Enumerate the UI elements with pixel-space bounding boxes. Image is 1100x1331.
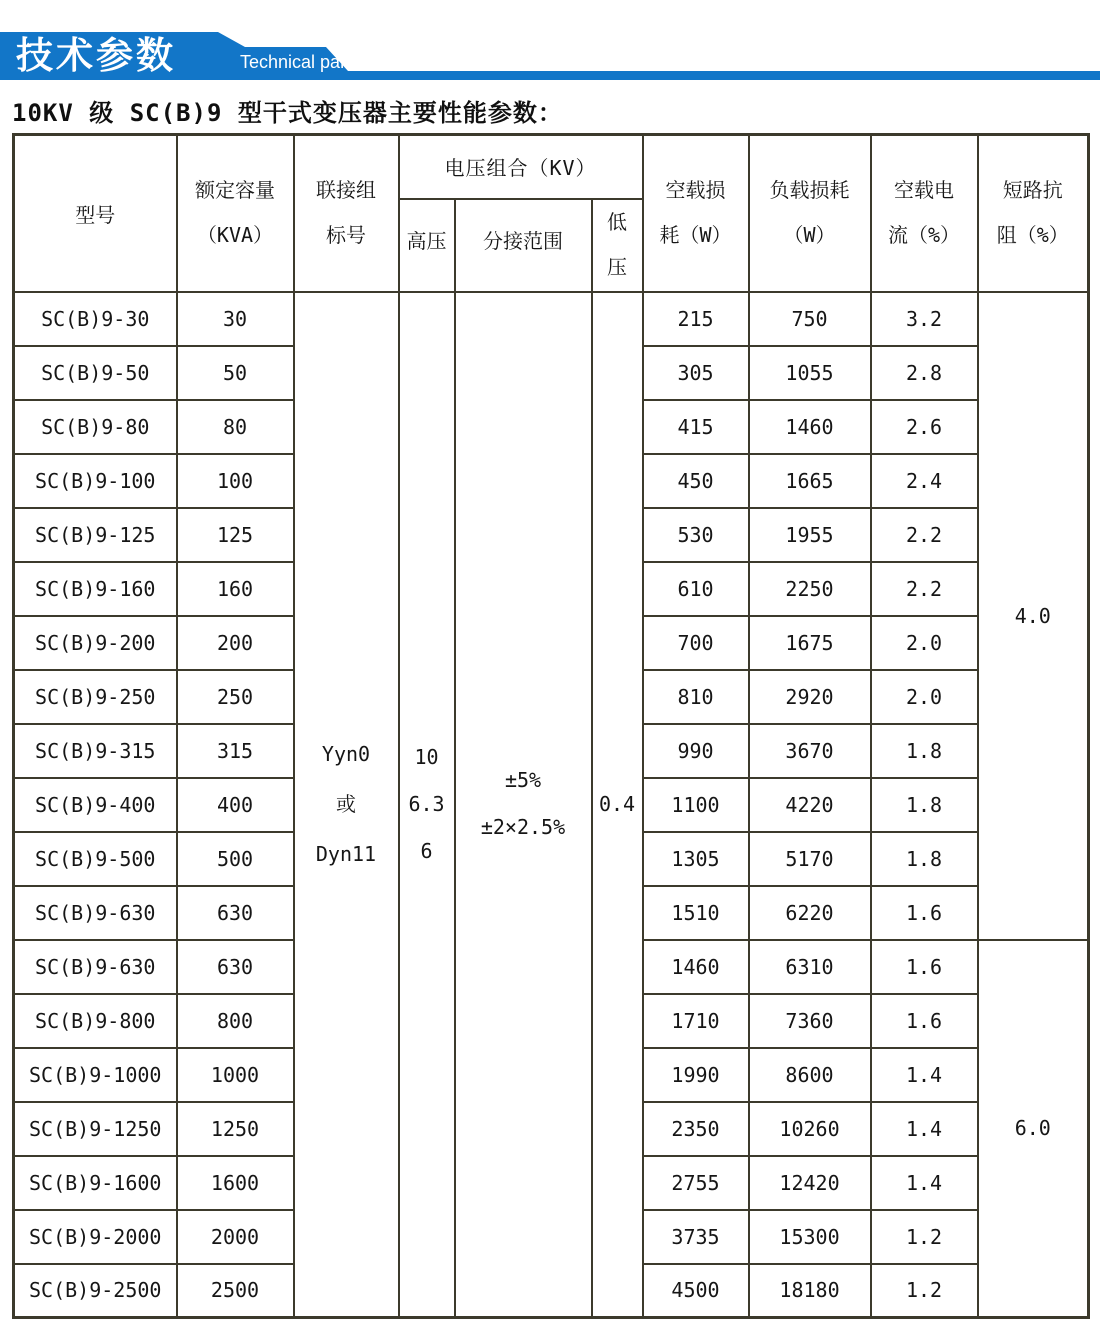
model-cell: SC(B)9-315 (14, 724, 177, 778)
no-load-current-cell: 1.8 (871, 724, 978, 778)
parameters-table (12, 133, 1090, 1319)
header-line: 联接组 (316, 178, 376, 203)
header-line: （KVA） (196, 223, 274, 248)
load-loss-cell: 5170 (749, 832, 871, 886)
model-cell: SC(B)9-800 (14, 994, 177, 1048)
header-line: （W） (783, 223, 836, 248)
header-line: 流（%） (887, 223, 961, 248)
capacity-cell: 80 (177, 400, 294, 454)
col-header-impedance (978, 135, 1089, 292)
table-row (14, 292, 1089, 346)
capacity-cell: 315 (177, 724, 294, 778)
no-load-current-cell: 1.4 (871, 1102, 978, 1156)
banner-title-cn: 技术参数 (16, 35, 176, 76)
model-cell: SC(B)9-100 (14, 454, 177, 508)
header-line: 空载损 (665, 178, 726, 203)
col-header-tap-range (455, 199, 592, 292)
high-voltage-cell-line: 6 (420, 838, 433, 863)
model-cell: SC(B)9-630 (14, 886, 177, 940)
no-load-current-cell: 3.2 (871, 292, 978, 346)
no-load-current-cell: 1.8 (871, 778, 978, 832)
high-voltage-cell (399, 292, 455, 1318)
col-header-connection-group (294, 135, 399, 292)
no-load-loss-cell: 3735 (643, 1210, 749, 1264)
load-loss-cell: 15300 (749, 1210, 871, 1264)
header-row-1 (14, 135, 1089, 199)
model-cell: SC(B)9-1600 (14, 1156, 177, 1210)
capacity-cell: 125 (177, 508, 294, 562)
no-load-current-cell: 2.6 (871, 400, 978, 454)
col-header-load-loss (749, 135, 871, 292)
model-cell: SC(B)9-80 (14, 400, 177, 454)
no-load-loss-cell: 990 (643, 724, 749, 778)
no-load-loss-cell: 305 (643, 346, 749, 400)
no-load-loss-cell: 2350 (643, 1102, 749, 1156)
impedance-cell: 4.0 (978, 292, 1089, 940)
model-cell: SC(B)9-30 (14, 292, 177, 346)
no-load-loss-cell: 450 (643, 454, 749, 508)
capacity-cell: 500 (177, 832, 294, 886)
no-load-current-cell: 1.4 (871, 1156, 978, 1210)
no-load-loss-cell: 610 (643, 562, 749, 616)
impedance-cell: 6.0 (978, 940, 1089, 1318)
no-load-current-cell: 1.2 (871, 1264, 978, 1318)
no-load-loss-cell: 1305 (643, 832, 749, 886)
no-load-current-cell: 1.6 (871, 994, 978, 1048)
no-load-current-cell: 1.8 (871, 832, 978, 886)
no-load-loss-cell: 4500 (643, 1264, 749, 1318)
load-loss-cell: 1675 (749, 616, 871, 670)
load-loss-cell: 8600 (749, 1048, 871, 1102)
high-voltage-cell-line: 6.3 (408, 791, 445, 816)
model-cell: SC(B)9-2500 (14, 1264, 177, 1318)
no-load-loss-cell: 530 (643, 508, 749, 562)
col-header-no-load-current (871, 135, 978, 292)
model-cell: SC(B)9-2000 (14, 1210, 177, 1264)
connection-group-cell-line: Yyn0 (321, 742, 371, 767)
model-cell: SC(B)9-500 (14, 832, 177, 886)
no-load-loss-cell: 1710 (643, 994, 749, 1048)
banner-title-en: Technical parameter (240, 52, 403, 72)
no-load-current-cell: 1.6 (871, 886, 978, 940)
load-loss-cell: 1055 (749, 346, 871, 400)
no-load-current-cell: 2.0 (871, 670, 978, 724)
model-cell: SC(B)9-400 (14, 778, 177, 832)
col-header-model: 型号 (14, 135, 177, 292)
no-load-current-cell: 1.6 (871, 940, 978, 994)
col-header-capacity (177, 135, 294, 292)
section-banner (0, 30, 1100, 82)
header-line: 空载电 (894, 178, 955, 203)
model-cell: SC(B)9-1000 (14, 1048, 177, 1102)
load-loss-cell: 1665 (749, 454, 871, 508)
load-loss-cell: 6220 (749, 886, 871, 940)
header-line: 高压 (406, 228, 447, 253)
capacity-cell: 100 (177, 454, 294, 508)
header-line: 低 (607, 210, 627, 234)
capacity-cell: 2500 (177, 1264, 294, 1318)
capacity-cell: 630 (177, 940, 294, 994)
model-cell: SC(B)9-630 (14, 940, 177, 994)
connection-group-cell-line: 或 (336, 792, 356, 817)
no-load-current-cell: 2.4 (871, 454, 978, 508)
high-voltage-cell-line: 10 (414, 744, 439, 769)
col-header-low-voltage (592, 199, 643, 292)
capacity-cell: 1600 (177, 1156, 294, 1210)
capacity-cell: 800 (177, 994, 294, 1048)
no-load-current-cell: 2.2 (871, 508, 978, 562)
no-load-loss-cell: 415 (643, 400, 749, 454)
capacity-cell: 1250 (177, 1102, 294, 1156)
tap-range-cell-line: ±5% (504, 768, 542, 793)
model-cell: SC(B)9-50 (14, 346, 177, 400)
no-load-loss-cell: 1100 (643, 778, 749, 832)
load-loss-cell: 7360 (749, 994, 871, 1048)
no-load-loss-cell: 1990 (643, 1048, 749, 1102)
load-loss-cell: 3670 (749, 724, 871, 778)
capacity-cell: 250 (177, 670, 294, 724)
model-cell: SC(B)9-125 (14, 508, 177, 562)
col-header-high-voltage (399, 199, 455, 292)
connection-group-cell (294, 292, 399, 1318)
no-load-loss-cell: 700 (643, 616, 749, 670)
load-loss-cell: 2920 (749, 670, 871, 724)
header-line: 短路抗 (1002, 178, 1063, 203)
no-load-current-cell: 2.8 (871, 346, 978, 400)
model-cell: SC(B)9-250 (14, 670, 177, 724)
model-cell: SC(B)9-160 (14, 562, 177, 616)
col-header-no-load-loss (643, 135, 749, 292)
load-loss-cell: 6310 (749, 940, 871, 994)
header-line: 额定容量 (195, 178, 275, 203)
no-load-loss-cell: 1460 (643, 940, 749, 994)
header-line: 标号 (326, 223, 366, 248)
capacity-cell: 2000 (177, 1210, 294, 1264)
load-loss-cell: 4220 (749, 778, 871, 832)
load-loss-cell: 10260 (749, 1102, 871, 1156)
load-loss-cell: 750 (749, 292, 871, 346)
capacity-cell: 1000 (177, 1048, 294, 1102)
load-loss-cell: 12420 (749, 1156, 871, 1210)
header-line: 耗（W） (659, 223, 732, 248)
no-load-current-cell: 2.2 (871, 562, 978, 616)
capacity-cell: 30 (177, 292, 294, 346)
capacity-cell: 160 (177, 562, 294, 616)
load-loss-cell: 1955 (749, 508, 871, 562)
no-load-current-cell: 2.0 (871, 616, 978, 670)
connection-group-cell-line: Dyn11 (315, 842, 377, 867)
capacity-cell: 630 (177, 886, 294, 940)
load-loss-cell: 2250 (749, 562, 871, 616)
low-voltage-cell: 0.4 (592, 292, 643, 1318)
load-loss-cell: 18180 (749, 1264, 871, 1318)
capacity-cell: 50 (177, 346, 294, 400)
no-load-loss-cell: 810 (643, 670, 749, 724)
tap-range-cell (455, 292, 592, 1318)
model-cell: SC(B)9-200 (14, 616, 177, 670)
no-load-current-cell: 1.2 (871, 1210, 978, 1264)
col-header-voltage-combo: 电压组合（KV） (399, 135, 643, 199)
no-load-current-cell: 1.4 (871, 1048, 978, 1102)
capacity-cell: 200 (177, 616, 294, 670)
header-line: 阻（%） (996, 223, 1069, 248)
no-load-loss-cell: 1510 (643, 886, 749, 940)
no-load-loss-cell: 2755 (643, 1156, 749, 1210)
header-line: 负载损耗 (769, 178, 850, 203)
capacity-cell: 400 (177, 778, 294, 832)
header-line: 压 (607, 255, 627, 279)
tap-range-cell-line: ±2×2.5% (480, 815, 566, 840)
load-loss-cell: 1460 (749, 400, 871, 454)
page-title: 10KV 级 SC(B)9 型干式变压器主要性能参数： (12, 99, 563, 127)
no-load-loss-cell: 215 (643, 292, 749, 346)
model-cell: SC(B)9-1250 (14, 1102, 177, 1156)
header-line: 分接范围 (483, 228, 563, 253)
